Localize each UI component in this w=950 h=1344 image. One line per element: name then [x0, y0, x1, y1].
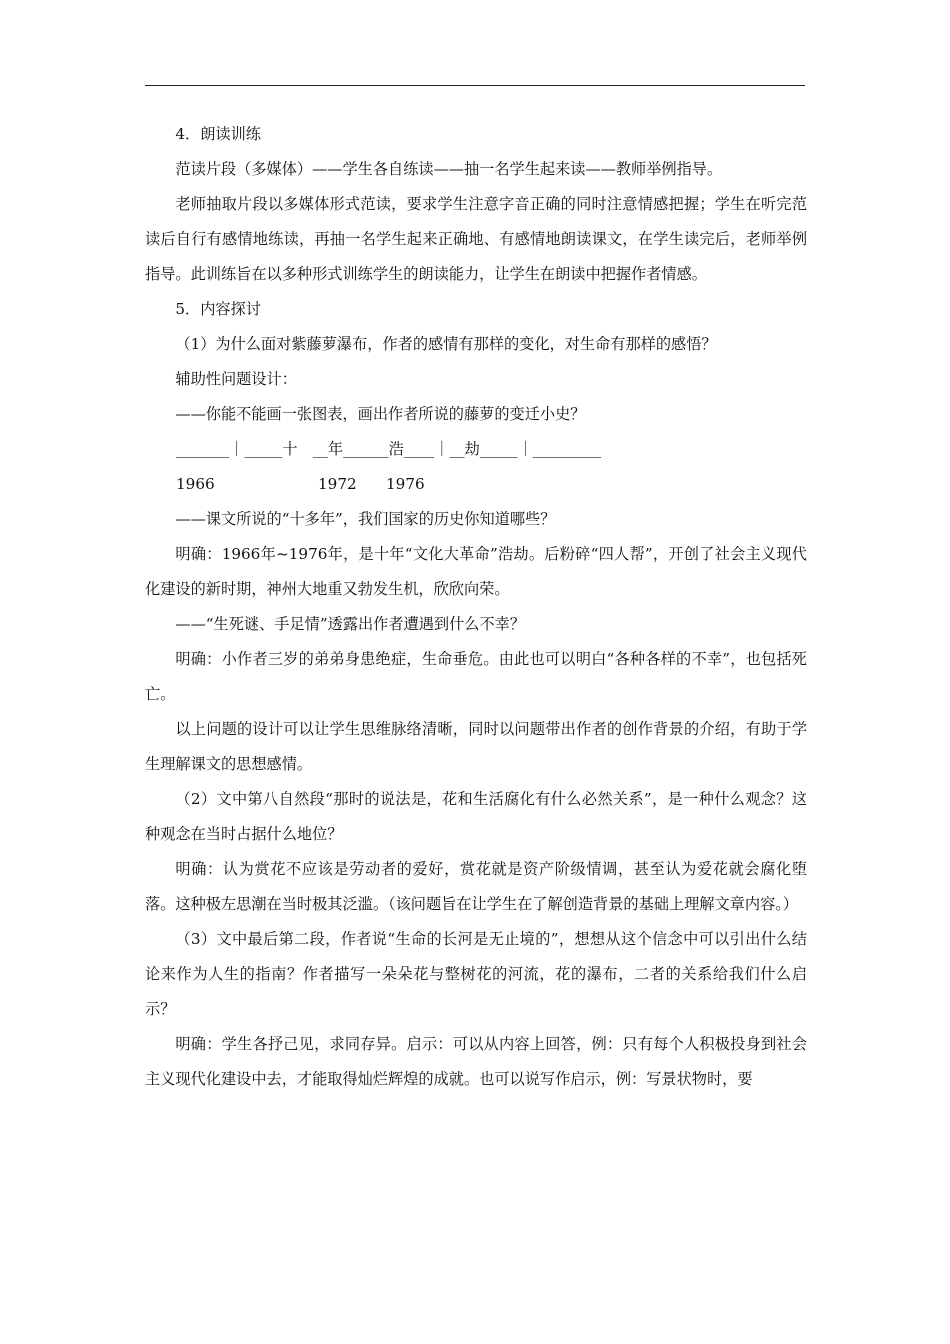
reading-description: 老师抽取片段以多媒体形式范读，要求学生注意字音正确的同时注意情感把握；学生在听完范读后自行有感情地练读，再抽一名学生起来正确地、有感情地朗读课文，在学生读完后，老师举例指导。此训练旨在以多种形式训练学生的朗读能力，让学生在朗读中把握作者情感。 — [145, 195, 807, 283]
timeline-years — [145, 467, 807, 502]
question-1: （1）为什么面对紫藤萝瀑布，作者的感情有那样的变化，对生命有那样的感悟？ — [175, 335, 717, 353]
answer-4: 明确：学生各抒己见，求同存异。启示：可以从内容上回答，例：只有每个人积极投身到社会主义现代化建设中去，才能取得灿烂辉煌的成就。也可以说写作启示，例：写景状物时，要 — [145, 1035, 807, 1088]
question-2: （2）文中第八自然段“那时的说法是，花和生活腐化有什么必然关系”，是一种什么观念？这种观念在当时占据什么地位？ — [145, 790, 807, 843]
timeline-year-1966: 1966 — [176, 475, 215, 493]
header-rule — [145, 85, 805, 86]
auxiliary-question-3: ——“生死谜、手足情”透露出作者遭遇到什么不幸？ — [175, 615, 526, 633]
auxiliary-question-2: ——课文所说的“十多年”，我们国家的历史你知道哪些？ — [175, 510, 556, 528]
timeline-year-1972: 1972 — [318, 475, 357, 493]
reading-flow: 范读片段（多媒体）——学生各自练读——抽一名学生起来读——教师举例指导。 — [175, 160, 723, 178]
summary-paragraph: 以上问题的设计可以让学生思维脉络清晰，同时以问题带出作者的创作背景的介绍，有助于学生理解课文的思想感情。 — [145, 720, 807, 773]
reading-heading: 4．朗读训练 — [175, 125, 261, 143]
answer-2: 明确：小作者三岁的弟弟身患绝症，生命垂危。由此也可以明白“各种各样的不幸”，也包括死亡。 — [145, 650, 807, 703]
document-body — [145, 117, 807, 1097]
auxiliary-title: 辅助性问题设计： — [175, 370, 297, 388]
answer-1: 明确：1966年~1976年，是十年“文化大革命”浩劫。后粉碎“四人帮”，开创了社会主义现代化建设的新时期，神州大地重又勃发生机，欣欣向荣。 — [145, 545, 807, 598]
timeline-line: _______｜_____十 __年______浩____｜__劫_____｜_________ — [176, 440, 602, 458]
question-3: （3）文中最后第二段，作者说“生命的长河是无止境的”，想想从这个信念中可以引出什么结论来作为人生的指南？作者描写一朵朵花与整树花的河流，花的瀑布，二者的关系给我们什么启示？ — [145, 930, 807, 1018]
timeline-year-1976: 1976 — [386, 475, 425, 493]
discussion-heading: 5．内容探讨 — [175, 300, 261, 318]
answer-3: 明确：认为赏花不应该是劳动者的爱好，赏花就是资产阶级情调，甚至认为爱花就会腐化堕落。这种极左思潮在当时极其泛滥。（该问题旨在让学生在了解创造背景的基础上理解文章内容。） — [145, 860, 807, 913]
auxiliary-question-1: ——你能不能画一张图表，画出作者所说的藤萝的变迁小史？ — [175, 405, 586, 423]
